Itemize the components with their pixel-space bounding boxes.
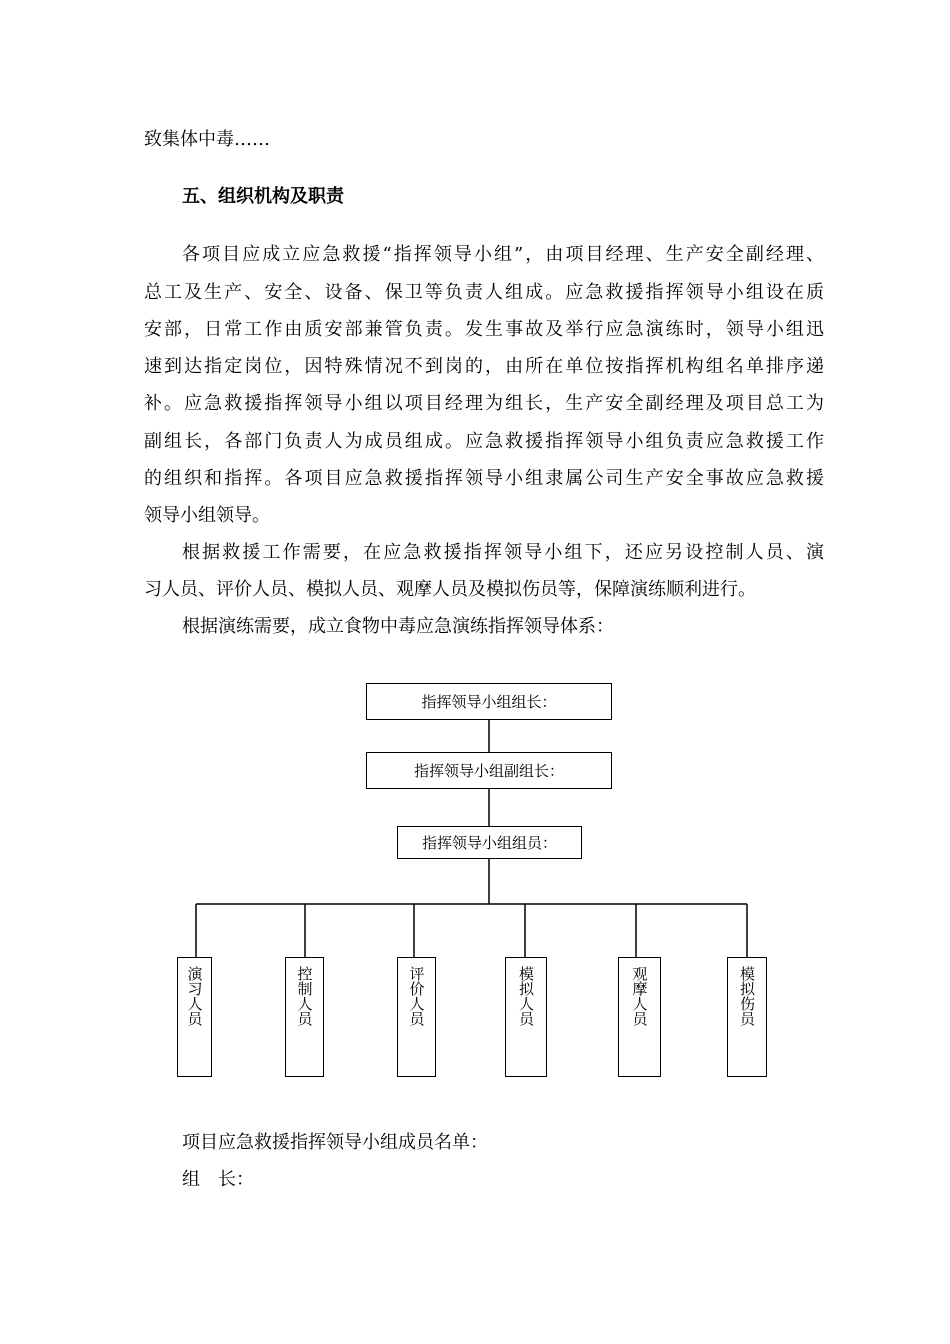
org-box-leader: 指挥领导小组组长： [366, 683, 612, 720]
org-role-simulated-casualties: 模拟伤员 [727, 957, 767, 1077]
paragraph-1-line-7: 的组织和指挥。各项目应急救援指挥领导小组隶属公司生产安全事故应急救援 [144, 468, 824, 489]
org-role-observer-personnel: 观摩人员 [618, 957, 661, 1077]
org-box-deputy: 指挥领导小组副组长： [366, 752, 612, 789]
org-role-drill-personnel: 演习人员 [177, 957, 212, 1077]
org-role-control-personnel: 控制人员 [285, 957, 324, 1077]
member-list-title: 项目应急救援指挥领导小组成员名单： [182, 1132, 488, 1153]
text-line-intro: 致集体中毒…… [144, 129, 270, 150]
paragraph-2-line-1: 根据救援工作需要，在应急救援指挥领导小组下，还应另设控制人员、演 [182, 542, 824, 563]
org-role-simulation-personnel: 模拟人员 [505, 957, 547, 1077]
paragraph-1-line-5: 补。应急救援指挥领导小组以项目经理为组长，生产安全副经理及项目总工为 [144, 393, 824, 414]
paragraph-3: 根据演练需要，成立食物中毒应急演练指挥领导体系： [182, 616, 614, 637]
leader-label: 组 长： [182, 1169, 254, 1190]
paragraph-1-line-3: 安部，日常工作由质安部兼管负责。发生事故及举行应急演练时，领导小组迅 [144, 319, 824, 340]
org-role-evaluation-personnel: 评价人员 [397, 957, 436, 1077]
section-heading: 五、组织机构及职责 [182, 186, 344, 207]
paragraph-2-line-2: 习人员、评价人员、模拟人员、观摩人员及模拟伤员等，保障演练顺利进行。 [144, 579, 756, 600]
paragraph-1-line-2: 总工及生产、安全、设备、保卫等负责人组成。应急救援指挥领导小组设在质 [144, 282, 824, 303]
paragraph-1-line-1: 各项目应成立应急救援“指挥领导小组”，由项目经理、生产安全副经理、 [182, 244, 824, 265]
paragraph-1-line-4: 速到达指定岗位，因特殊情况不到岗的，由所在单位按指挥机构组名单排序递 [144, 356, 824, 377]
org-box-members: 指挥领导小组组员： [397, 826, 582, 859]
paragraph-1-line-8: 领导小组领导。 [144, 505, 270, 526]
paragraph-1-line-6: 副组长，各部门负责人为成员组成。应急救援指挥领导小组负责应急救援工作 [144, 431, 824, 452]
